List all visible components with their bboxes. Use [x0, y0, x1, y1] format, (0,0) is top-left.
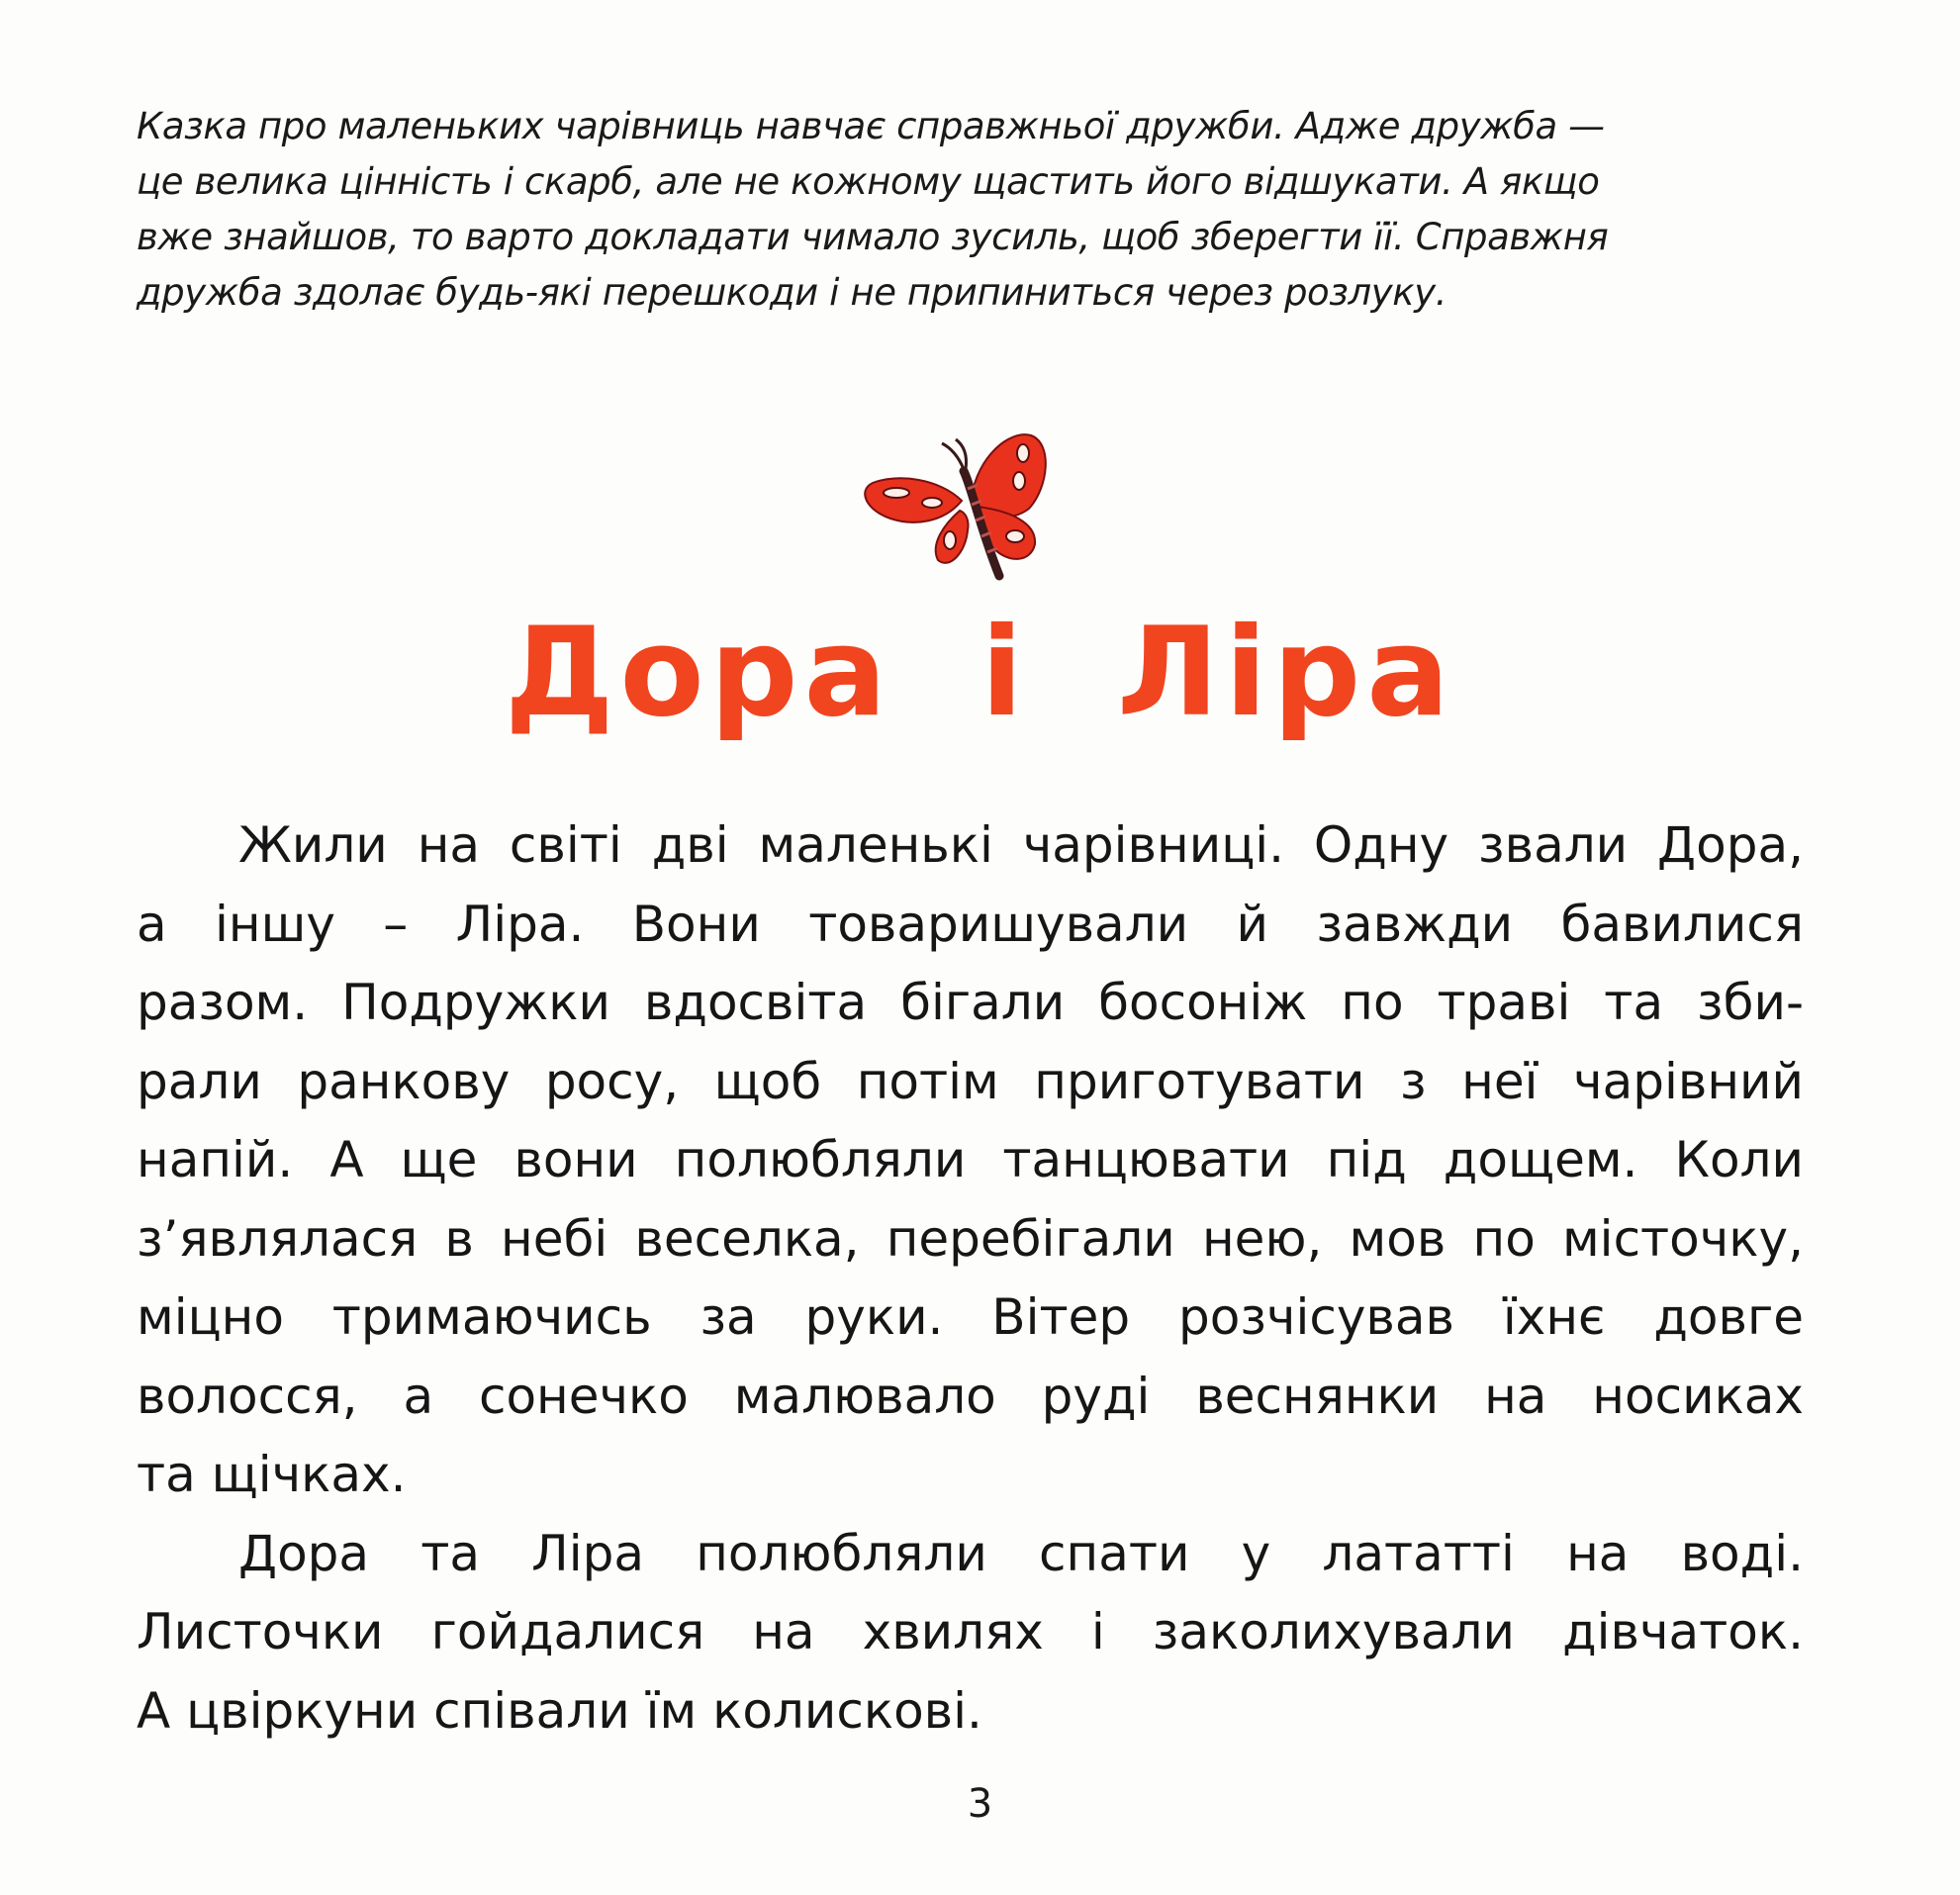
text-line: разом. Подружки вдосвіта бігали босоніж по траві та зби-	[137, 974, 1804, 1031]
text-line: волосся, а сонечко малювало руді веснянки на носиках	[137, 1367, 1804, 1425]
story-text	[137, 806, 1804, 1751]
intro-text	[137, 99, 1819, 321]
page-number: 3	[967, 1781, 993, 1827]
text-line: А цвіркуни співали їм колискові.	[137, 1681, 982, 1740]
text-line: та щічках.	[137, 1446, 407, 1503]
intro-line: вже знайшов, то варто докладати чимало зусиль, щоб зберегти її. Справжня	[137, 216, 1609, 258]
text-line: напій. А ще вони полюбляли танцювати під дощем. Коли	[137, 1131, 1804, 1188]
text-line: Дора та Ліра полюбляли спати у лататті на воді.	[238, 1524, 1804, 1582]
text-line: рали ранкову росу, щоб потім приготувати з неї чарівний	[137, 1052, 1804, 1110]
paragraph-1	[137, 806, 1804, 1515]
text-line: а іншу – Ліра. Вони товаришували й завжди бавилися	[137, 895, 1804, 953]
intro-line: дружба здолає будь-які перешкоди і не припиниться через розлуку.	[137, 271, 1447, 314]
story-title: Дора і Ліра	[505, 602, 1455, 744]
butterfly-icon	[861, 427, 1059, 581]
text-line: Жили на світі дві маленькі чарівниці. Одну звали Дора,	[238, 816, 1804, 874]
intro-line: Казка про маленьких чарівниць навчає справжньої дружби. Адже дружба —	[137, 105, 1605, 147]
text-line: міцно тримаючись за руки. Вітер розчісував їхнє довге	[137, 1288, 1804, 1346]
text-line: Листочки гойдалися на хвилях і заколихували дівчаток.	[137, 1603, 1804, 1660]
text-line: з’являлася в небі веселка, перебігали нею, мов по місточку,	[137, 1209, 1804, 1268]
paragraph-2	[137, 1515, 1804, 1752]
intro-line: це велика цінність і скарб, але не кожному щастить його відшукати. А якщо	[137, 160, 1600, 203]
